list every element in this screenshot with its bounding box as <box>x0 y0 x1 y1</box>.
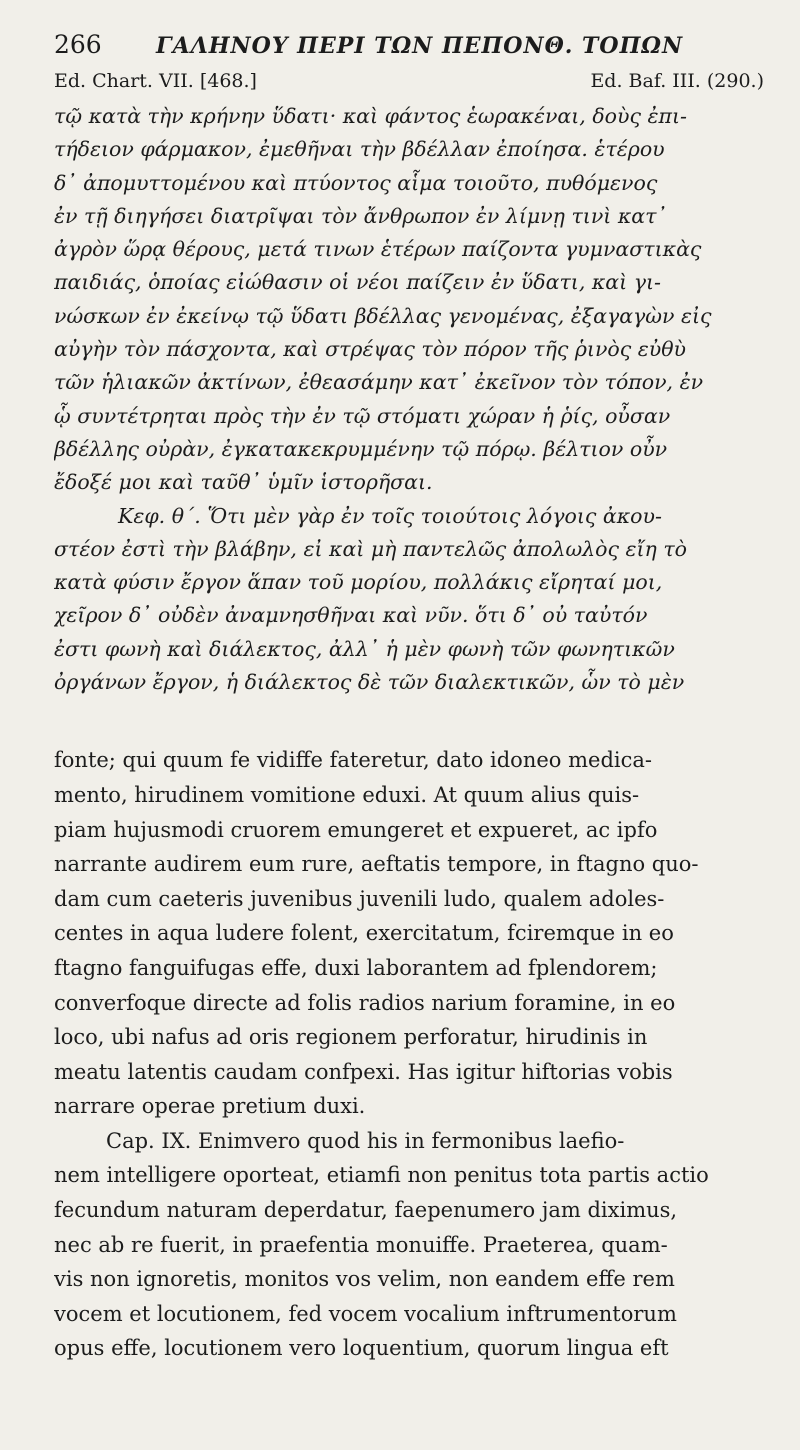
latin-line: ftagno fanguifugas effe, duxi laborantem ad fplendorem; <box>54 955 658 980</box>
greek-line: ἐστι φωνὴ καὶ διάλεκτος, ἀλλ᾽ ἡ μὲν φωνὴ τῶν φωνητικῶν <box>54 636 675 661</box>
latin-line: vocem et locutionem, fed vocem vocalium inftrumentorum <box>54 1301 677 1326</box>
greek-line: ἀγρὸν ὥρᾳ θέρους, μετά τινων ἑτέρων παίζοντα γυμναστικὰς <box>54 237 702 262</box>
latin-line: meatu latentis caudam confpexi. Has igitur hiftorias vobis <box>54 1059 673 1084</box>
greek-line: ὀργάνων ἔργον, ἡ διάλεκτος δὲ τῶν διαλεκτικῶν, ὧν τὸ μὲν <box>54 670 685 695</box>
greek-line: παιδιάς, ὁποίας εἰώθασιν οἱ νέοι παίζειν ἐν ὕδατι, καὶ γι- <box>54 270 661 295</box>
greek-line: αὐγὴν τὸν πάσχοντα, καὶ στρέψας τὸν πόρον τῆς ῥινὸς εὐθὺ <box>54 337 687 362</box>
latin-line: converfoque directe ad folis radios narium foramine, in eo <box>54 990 676 1015</box>
latin-line: nec ab re fuerit, in praefentia monuiffe. Praeterea, quam- <box>54 1232 668 1257</box>
latin-line: dam cum caeteris juvenibus juvenili ludo, qualem adoles- <box>54 886 665 911</box>
latin-line: nem intelligere oporteat, etiamfi non penitus tota partis actio <box>54 1163 709 1188</box>
edition-references <box>54 70 764 100</box>
running-head <box>54 30 764 64</box>
greek-line: κατὰ φύσιν ἔργον ἅπαν τοῦ μορίου, πολλάκις εἴρηταί μοι, <box>54 570 663 595</box>
latin-line: narrare operae pretium duxi. <box>54 1094 366 1119</box>
greek-line: στέον ἐστὶ τὴν βλάβην, εἰ καὶ μὴ παντελῶς ἀπολωλὸς εἴη τὸ <box>54 536 688 561</box>
edition-reference-right: Ed. Baf. III. (290.) <box>590 70 764 92</box>
greek-line: τῷ κατὰ τὴν κρήνην ὕδατι· καὶ φάντος ἑωρακέναι, δοὺς ἐπι- <box>54 104 687 128</box>
latin-line: piam hujusmodi cruorem emungeret et expueret, ac ipfo <box>54 817 658 842</box>
greek-line: ἐν τῇ διηγήσει διατρῖψαι τὸν ἄνθρωπον ἐν λίμνῃ τινὶ κατ᾽ <box>54 203 667 228</box>
latin-line: mento, hirudinem vomitione eduxi. At quum alius quis- <box>54 782 640 807</box>
greek-chapter-heading-line: Κεφ. θ΄. Ὅτι μὲν γὰρ ἐν τοῖς τοιούτοις λόγοις ἀκου- <box>118 503 662 528</box>
greek-text <box>54 100 764 699</box>
running-title: ΓΑΛΗΝΟΥ ΠΕΡΙ ΤΩΝ ΠΕΠΟΝΘ. ΤΟΠΩΝ <box>156 33 684 59</box>
latin-line: loco, ubi nafus ad oris regionem perforatur, hirudinis in <box>54 1025 648 1050</box>
latin-line: opus effe, locutionem vero loquentium, quorum lingua eft <box>54 1336 669 1361</box>
greek-line: ἔδοξέ μοι καὶ ταῦθ᾽ ὑμῖν ἱστορῆσαι. <box>54 470 433 495</box>
latin-line: fonte; qui quum fe vidiffe fateretur, dato idoneo medica- <box>54 748 652 773</box>
greek-line: βδέλλης οὐρὰν, ἐγκατακεκρυμμένην τῷ πόρῳ. βέλτιον οὖν <box>54 436 668 461</box>
latin-line: narrante audirem eum rure, aeftatis tempore, in ftagno quo- <box>54 852 699 877</box>
latin-text <box>54 743 764 1366</box>
greek-line: ᾧ συντέτρηται πρὸς τὴν ἐν τῷ στόματι χώραν ἡ ῥίς, οὖσαν <box>54 403 671 428</box>
latin-chapter-heading-line: Cap. IX. Enimvero quod his in fermonibus laefio- <box>106 1128 625 1153</box>
column-gap <box>54 699 764 743</box>
greek-line: τῶν ἡλιακῶν ἀκτίνων, ἐθεασάμην κατ᾽ ἐκεῖνον τὸν τόπον, ἐν <box>54 370 704 395</box>
latin-line: vis non ignoretis, monitos vos velim, non eandem effe rem <box>54 1267 675 1292</box>
greek-line: νώσκων ἐν ἐκείνῳ τῷ ὕδατι βδέλλας γενομένας, ἐξαγαγὼν εἰς <box>54 303 712 328</box>
greek-line: χεῖρον δ᾽ οὐδὲν ἀναμνησθῆναι καὶ νῦν. ὅτι δ᾽ οὐ ταὐτόν <box>54 603 648 628</box>
latin-line: fecundum naturam deperdatur, faepenumero jam diximus, <box>54 1198 678 1223</box>
greek-line: δ᾽ ἀπομυττομένου καὶ πτύοντος αἷμα τοιοῦτο, πυθόμενος <box>54 170 658 195</box>
greek-line: τήδειον φάρμακον, ἐμεθῆναι τὴν βδέλλαν ἐποίησα. ἑτέρου <box>54 137 665 162</box>
latin-line: centes in aqua ludere folent, exercitatum, fciremque in eo <box>54 921 674 946</box>
edition-reference-left: Ed. Chart. VII. [468.] <box>54 70 257 92</box>
page-number: 266 <box>54 30 102 59</box>
